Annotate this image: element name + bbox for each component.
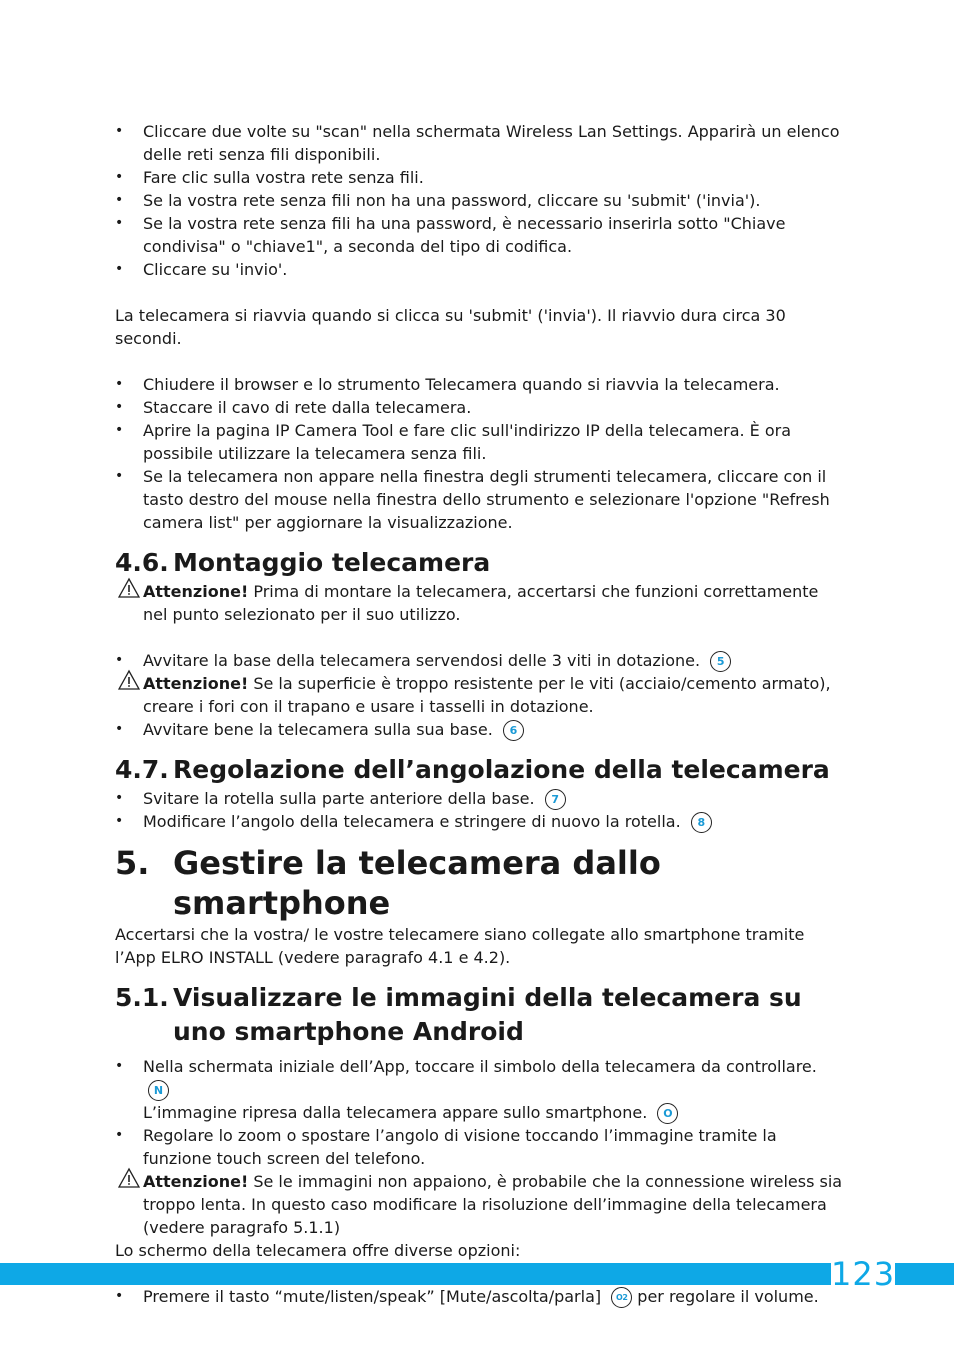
list-item: • Cliccare due volte su "scan" nella schermata Wireless Lan Settings. Apparirà un elenco delle reti senza fili disponibili. — [115, 120, 845, 166]
list-item: • Modificare l’angolo della telecamera e stringere di nuovo la rotella. 8 — [115, 810, 845, 833]
section-heading-4-6: 4.6. Montaggio telecamera — [115, 548, 491, 577]
warning-triangle-icon — [118, 669, 140, 691]
list-item: • Se la vostra rete senza fili non ha una password, cliccare su 'submit' ('invia'). — [115, 189, 845, 212]
warning-triangle-icon — [118, 1167, 140, 1189]
list-item: • Cliccare su 'invio'. — [115, 258, 845, 281]
figure-ref-badge: 7 — [545, 789, 566, 810]
list-item: • Nella schermata iniziale dell’App, toccare il simbolo della telecamera da controllare. N L’immagine ripresa dalla telecamera appare sullo smartphone. O — [115, 1055, 845, 1124]
list-item: • Chiudere il browser e lo strumento Telecamera quando si riavvia la telecamera. — [115, 373, 845, 396]
restart-paragraph: La telecamera si riavvia quando si clicca su 'submit' ('invia'). Il riavvio dura circa 30 secondi. — [115, 306, 786, 348]
options-intro: Lo schermo della telecamera offre diverse opzioni: — [115, 1241, 521, 1260]
warning-triangle-icon — [118, 577, 140, 599]
figure-ref-badge: N — [148, 1080, 169, 1101]
list-item: • Aprire la pagina IP Camera Tool e fare clic sull'indirizzo IP della telecamera. È ora possibile utilizzare la telecamera senza fili. — [115, 419, 845, 465]
list-item: • Svitare la rotella sulla parte anteriore della base. 7 — [115, 787, 845, 810]
list-item: • Se la telecamera non appare nella finestra degli strumenti telecamera, cliccare con il tasto destro del mouse nella finestra dello strumento e selezionare l'opzione "Refresh camera list" per aggiornare la visualizzazione. — [115, 465, 845, 534]
section-heading-5-1: 5.1. Visualizzare le immagini della telecamera su uno smartphone Android — [115, 983, 802, 1046]
figure-ref-badge: O — [657, 1103, 678, 1124]
chapter-heading-5: 5. Gestire la telecamera dallo smartphone — [115, 844, 661, 922]
list-item: • Premere il tasto “mute/listen/speak” [Mute/ascolta/parla] O2 per regolare il volume. — [115, 1285, 845, 1308]
list-item: • Staccare il cavo di rete dalla telecamera. — [115, 396, 845, 419]
warning-note: Attenzione! Se la superficie è troppo resistente per le viti (acciaio/cemento armato), creare i fori con il trapano e usare i tasselli in dotazione. — [115, 672, 845, 718]
page-content — [115, 120, 845, 1308]
section-heading-4-7: 4.7. Regolazione dell’angolazione della telecamera — [115, 755, 830, 784]
warning-note: Attenzione! Prima di montare la telecamera, accertarsi che funzioni correttamente nel punto selezionato per il suo utilizzo. — [115, 580, 845, 626]
figure-ref-badge: 6 — [503, 720, 524, 741]
list-item: • Se la vostra rete senza fili ha una password, è necessario inserirla sotto "Chiave condivisa" o "chiave1", a seconda del tipo di codifica. — [115, 212, 845, 258]
list-item: • Avvitare la base della telecamera servendosi delle 3 viti in dotazione. 5 — [115, 649, 845, 672]
bullet-list-browser — [115, 373, 845, 534]
chapter-intro: Accertarsi che la vostra/ le vostre telecamere siano collegate allo smartphone tramite l’App ELRO INSTALL (vedere paragrafo 4.1 e 4.2). — [115, 925, 805, 967]
list-item: • Regolare lo zoom o spostare l’angolo di visione toccando l’immagine tramite la funzione touch screen del telefono. — [115, 1124, 845, 1170]
figure-ref-badge: O2 — [611, 1287, 632, 1308]
page-number: 123 — [831, 1255, 896, 1293]
figure-ref-badge: 8 — [691, 812, 712, 833]
figure-ref-badge: 5 — [710, 651, 731, 672]
warning-note: Attenzione! Se le immagini non appaiono, è probabile che la connessione wireless sia troppo lenta. In questo caso modificare la risoluzione dell’immagine della telecamera (vedere paragrafo 5.1.1) — [115, 1170, 845, 1239]
bullet-list-wireless — [115, 120, 845, 281]
footer-bar — [0, 1263, 954, 1285]
list-item: • Avvitare bene la telecamera sulla sua base. 6 — [115, 718, 845, 741]
list-item: • Fare clic sulla vostra rete senza fili. — [115, 166, 845, 189]
